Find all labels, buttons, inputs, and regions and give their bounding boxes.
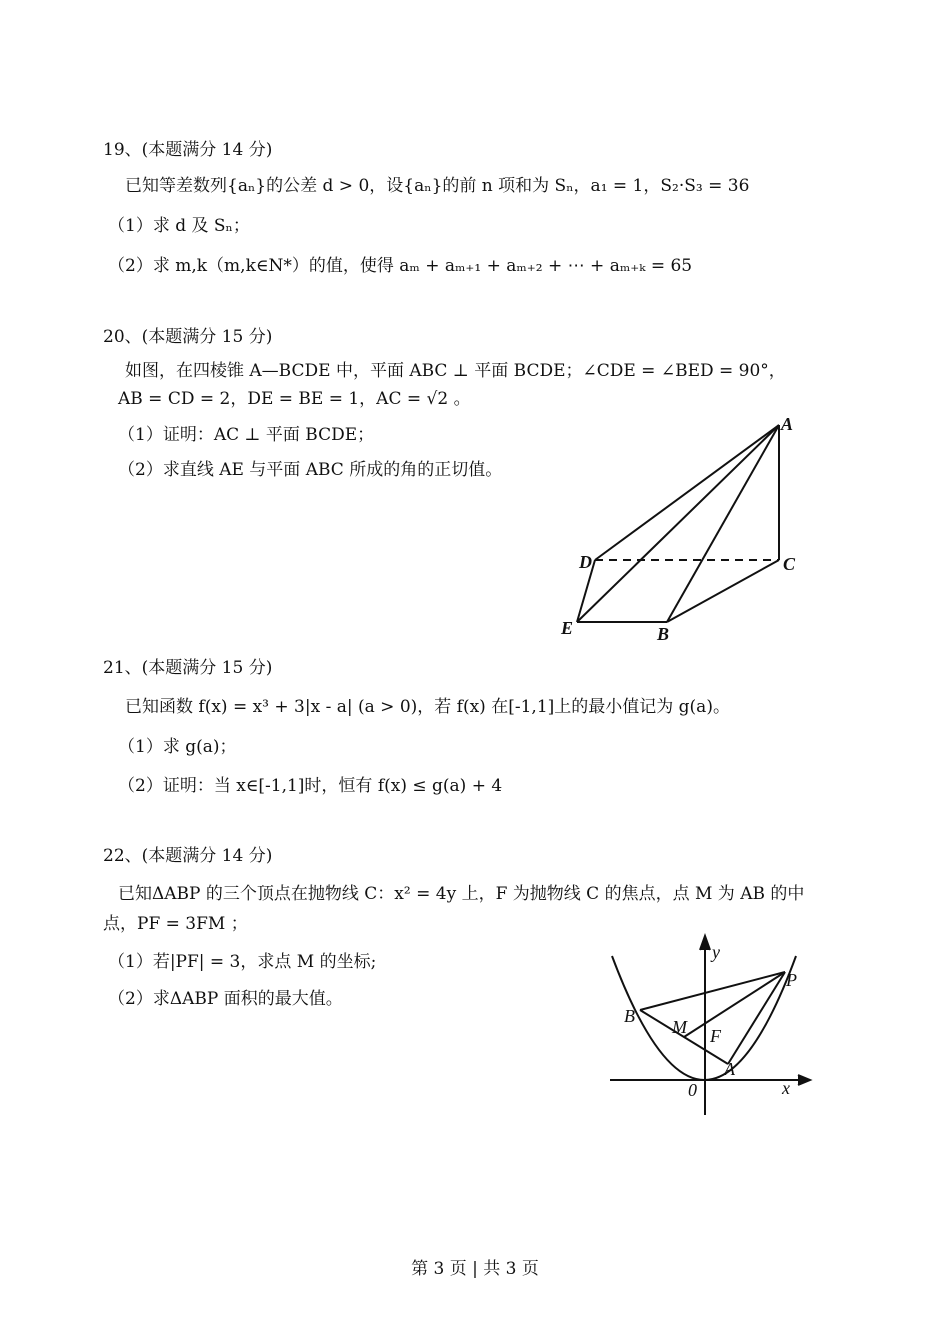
label-A: A xyxy=(724,1059,735,1079)
segment-BP xyxy=(640,972,785,1010)
x-axis-arrow xyxy=(798,1075,810,1085)
q19-part1: （1）求 d 及 Sₙ； xyxy=(108,216,250,236)
q21-part1: （1）求 g(a)； xyxy=(118,737,237,757)
q22-stem-line2: 点，PF = 3FM ； xyxy=(103,914,248,934)
q22-parabola-figure xyxy=(600,930,830,1120)
edge-AD xyxy=(595,425,779,560)
label-P: P xyxy=(786,970,797,990)
label-origin: 0 xyxy=(688,1080,697,1100)
q19-header: 19、(本题满分 14 分) xyxy=(103,140,273,160)
segment-PA xyxy=(728,972,785,1064)
q19-stem: 已知等差数列{aₙ}的公差 d > 0，设{aₙ}的前 n 项和为 Sₙ，a₁ = 1，S₂·S₃ = 36 xyxy=(125,176,750,196)
label-D: D xyxy=(579,552,592,572)
q22-header: 22、(本题满分 14 分) xyxy=(103,846,273,866)
segment-PM xyxy=(684,972,785,1037)
q21-header: 21、(本题满分 15 分) xyxy=(103,658,273,678)
label-M: M xyxy=(672,1017,687,1037)
page-footer: 第 3 页 | 共 3 页 xyxy=(411,1259,539,1279)
q22-part2: （2）求ΔABP 面积的最大值。 xyxy=(108,989,343,1009)
label-F: F xyxy=(710,1026,721,1046)
q21-part2: （2）证明：当 x∈[-1,1]时，恒有 f(x) ≤ g(a) + 4 xyxy=(118,776,503,796)
q20-part2: （2）求直线 AE 与平面 ABC 所成的角的正切值。 xyxy=(118,460,503,480)
label-B: B xyxy=(624,1006,635,1026)
q20-header: 20、(本题满分 15 分) xyxy=(103,327,273,347)
q19-part2: （2）求 m,k（m,k∈N*）的值，使得 aₘ + aₘ₊₁ + aₘ₊₂ + ⋯ + aₘ₊ₖ = 65 xyxy=(108,256,693,276)
q21-stem: 已知函数 f(x) = x³ + 3|x - a| (a > 0)，若 f(x) 在[-1,1]上的最小值记为 g(a)。 xyxy=(125,697,730,717)
label-A: A xyxy=(781,414,794,434)
y-axis-arrow xyxy=(700,936,710,950)
label-C: C xyxy=(783,554,796,574)
label-x: x xyxy=(782,1078,790,1098)
edge-AB xyxy=(667,425,779,622)
edge-AE xyxy=(577,425,779,622)
q20-pyramid-figure xyxy=(555,408,805,648)
label-E: E xyxy=(561,618,574,638)
label-B: B xyxy=(657,624,670,644)
q20-stem-line2: AB = CD = 2，DE = BE = 1，AC = √2 。 xyxy=(118,389,471,409)
q20-part1: （1）证明：AC ⊥ 平面 BCDE； xyxy=(118,425,375,445)
q22-stem-line1: 已知ΔABP 的三个顶点在抛物线 C：x² = 4y 上，F 为抛物线 C 的焦点，点 M 为 AB 的中 xyxy=(118,884,805,904)
label-y: y xyxy=(712,942,720,962)
q22-part1: （1）若|PF| = 3，求点 M 的坐标; xyxy=(108,952,377,972)
q20-stem-line1: 如图，在四棱锥 A—BCDE 中，平面 ABC ⊥ 平面 BCDE；∠CDE = ∠BED = 90°， xyxy=(125,361,786,381)
